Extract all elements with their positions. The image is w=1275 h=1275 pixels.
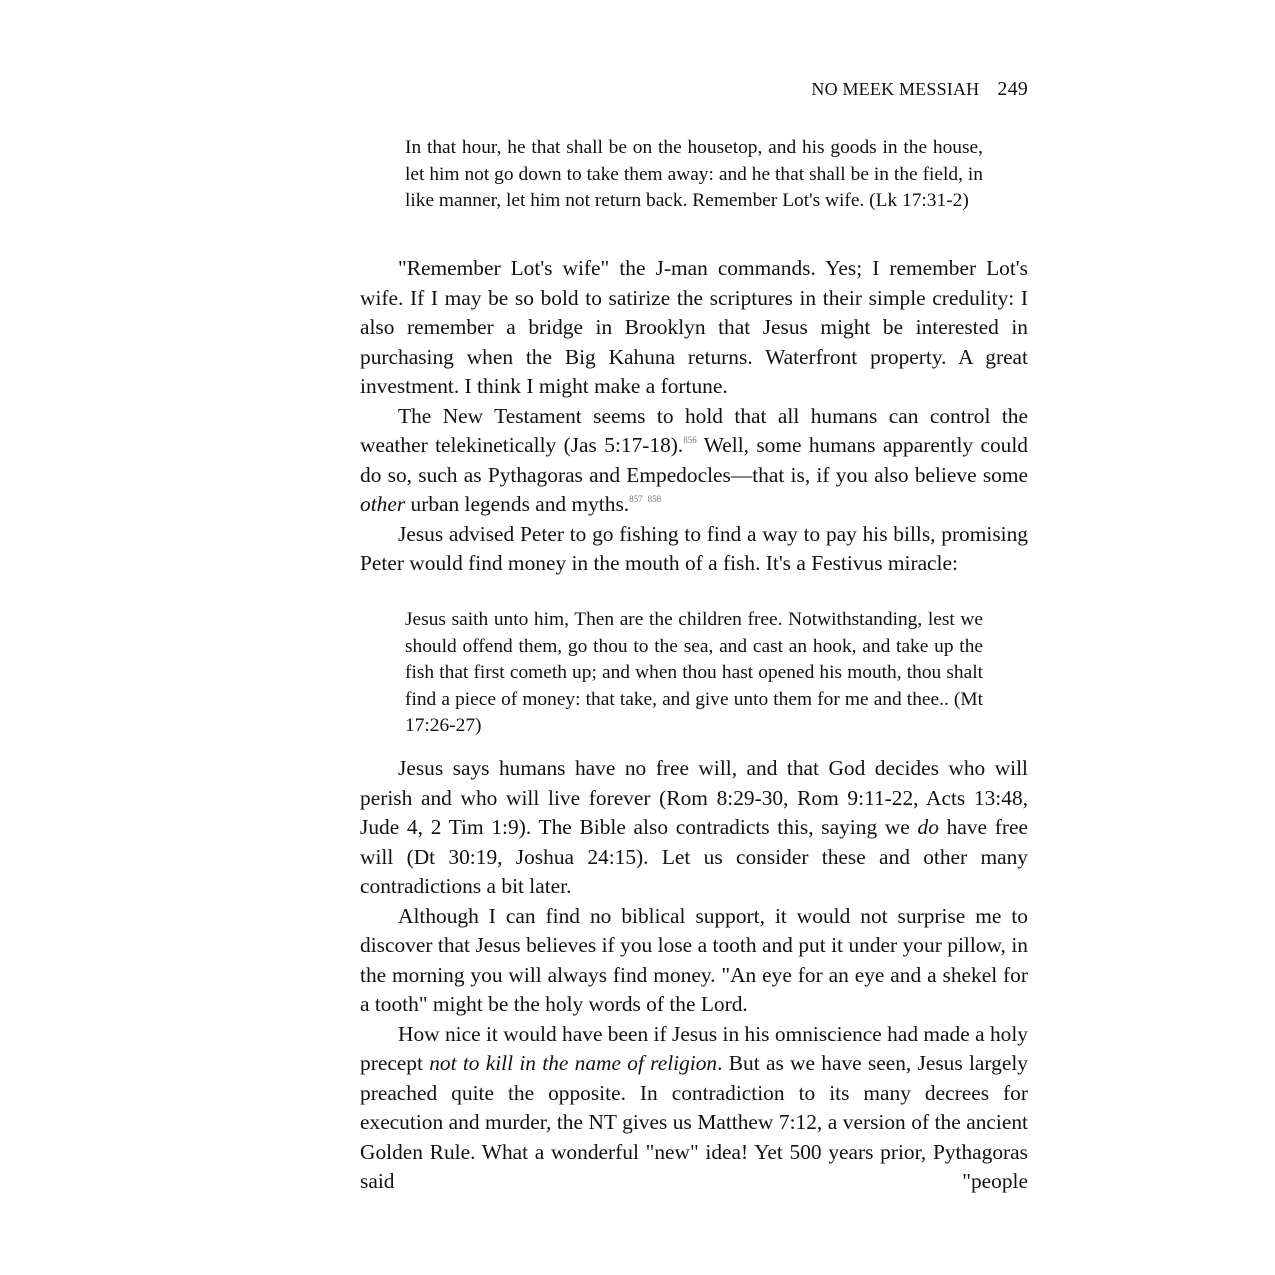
emphasis-text: do — [917, 815, 939, 839]
block-quote-text: Jesus saith unto him, Then are the children free. Notwithstanding, lest we should offend them, go thou to the sea, and cast an hook, and take up the fish that first cometh up; and when thou hast opened his mouth, thou shalt find a piece of money: that take, and give unto them for me and thee.. (Mt 17:26-27) — [405, 609, 983, 736]
block-quote-matthew — [405, 607, 983, 740]
paragraph-text: have free will (Dt 30:19, Joshua 24:15). Let us consider these and other many contradictions a bit later. — [360, 815, 1028, 898]
paragraph-text: The New Testament seems to hold that all humans can control the weather telekinetically (Jas 5:17-18). — [360, 403, 1028, 457]
paragraph-tooth — [360, 902, 1028, 1020]
footnote-marker[interactable]: 858 — [647, 494, 662, 504]
paragraph-weather — [360, 402, 1028, 520]
paragraph-free-will — [360, 754, 1028, 902]
running-title: NO MEEK MESSIAH — [811, 79, 980, 99]
paragraph-text: How nice it would have been if Jesus in his omniscience had made a holy precept — [360, 1021, 1028, 1075]
running-head — [811, 78, 1028, 101]
paragraph-text: Well, some humans apparently could do so, such as Pythagoras and Empedocles—that is, if you also believe some — [360, 433, 1028, 487]
paragraph-text: "Remember Lot's wife" the J-man commands. Yes; I remember Lot's wife. If I may be so bold to satirize the scriptures in their simple credulity: I also remember a bridge in Brooklyn that Jesus might be interested in purchasing when the Big Kahuna returns. Waterfront property. A great investment. I think I might make a fortune. — [360, 256, 1028, 398]
paragraph-text: urban legends and myths. — [405, 492, 630, 516]
body-section-top — [360, 254, 1028, 579]
footnote-marker[interactable]: 857 — [629, 494, 643, 504]
paragraph-fish-money — [360, 520, 1028, 579]
paragraph-text: Jesus advised Peter to go fishing to find a way to pay his bills, promising Peter would find money in the mouth of a fish. It's a Festivus miracle: — [360, 521, 1028, 575]
footnote-marker[interactable]: 856 — [683, 435, 697, 445]
paragraph-golden-rule — [360, 1020, 1028, 1197]
body-section-bottom — [360, 754, 1028, 1197]
page-number: 249 — [997, 78, 1028, 100]
block-quote-text: In that hour, he that shall be on the housetop, and his goods in the house, let him not go down to take them away: and he that shall be in the field, in like manner, let him not return back. Remember Lot's wife. (Lk 17:31-2) — [405, 137, 983, 211]
emphasis-text: other — [360, 492, 406, 516]
paragraph-text: Although I can find no biblical support, it would not surprise me to discover that Jesus believes if you lose a tooth and put it under your pillow, in the morning you will always find money. "An eye for an eye and a shekel for a tooth" might be the holy words of the Lord. — [360, 903, 1028, 1016]
block-quote-luke — [405, 135, 983, 215]
paragraph-text: Jesus says humans have no free will, and that God decides who will perish and who will live forever (Rom 8:29-30, Rom 9:11-22, Acts 13:48, Jude 4, 2 Tim 1:9). The Bible also contradicts this, saying we — [360, 756, 1028, 839]
emphasis-text: not to kill in the name of religion — [429, 1051, 718, 1075]
paragraph-lots-wife — [360, 254, 1028, 402]
paragraph-text: . But as we have seen, Jesus largely preached quite the opposite. In contradiction to its many decrees for execution and murder, the NT gives us Matthew 7:12, a version of the ancient Golden Rule. What a wonderful "new" idea! Yet 500 years prior, Pythagoras said "people — [360, 1051, 1028, 1193]
